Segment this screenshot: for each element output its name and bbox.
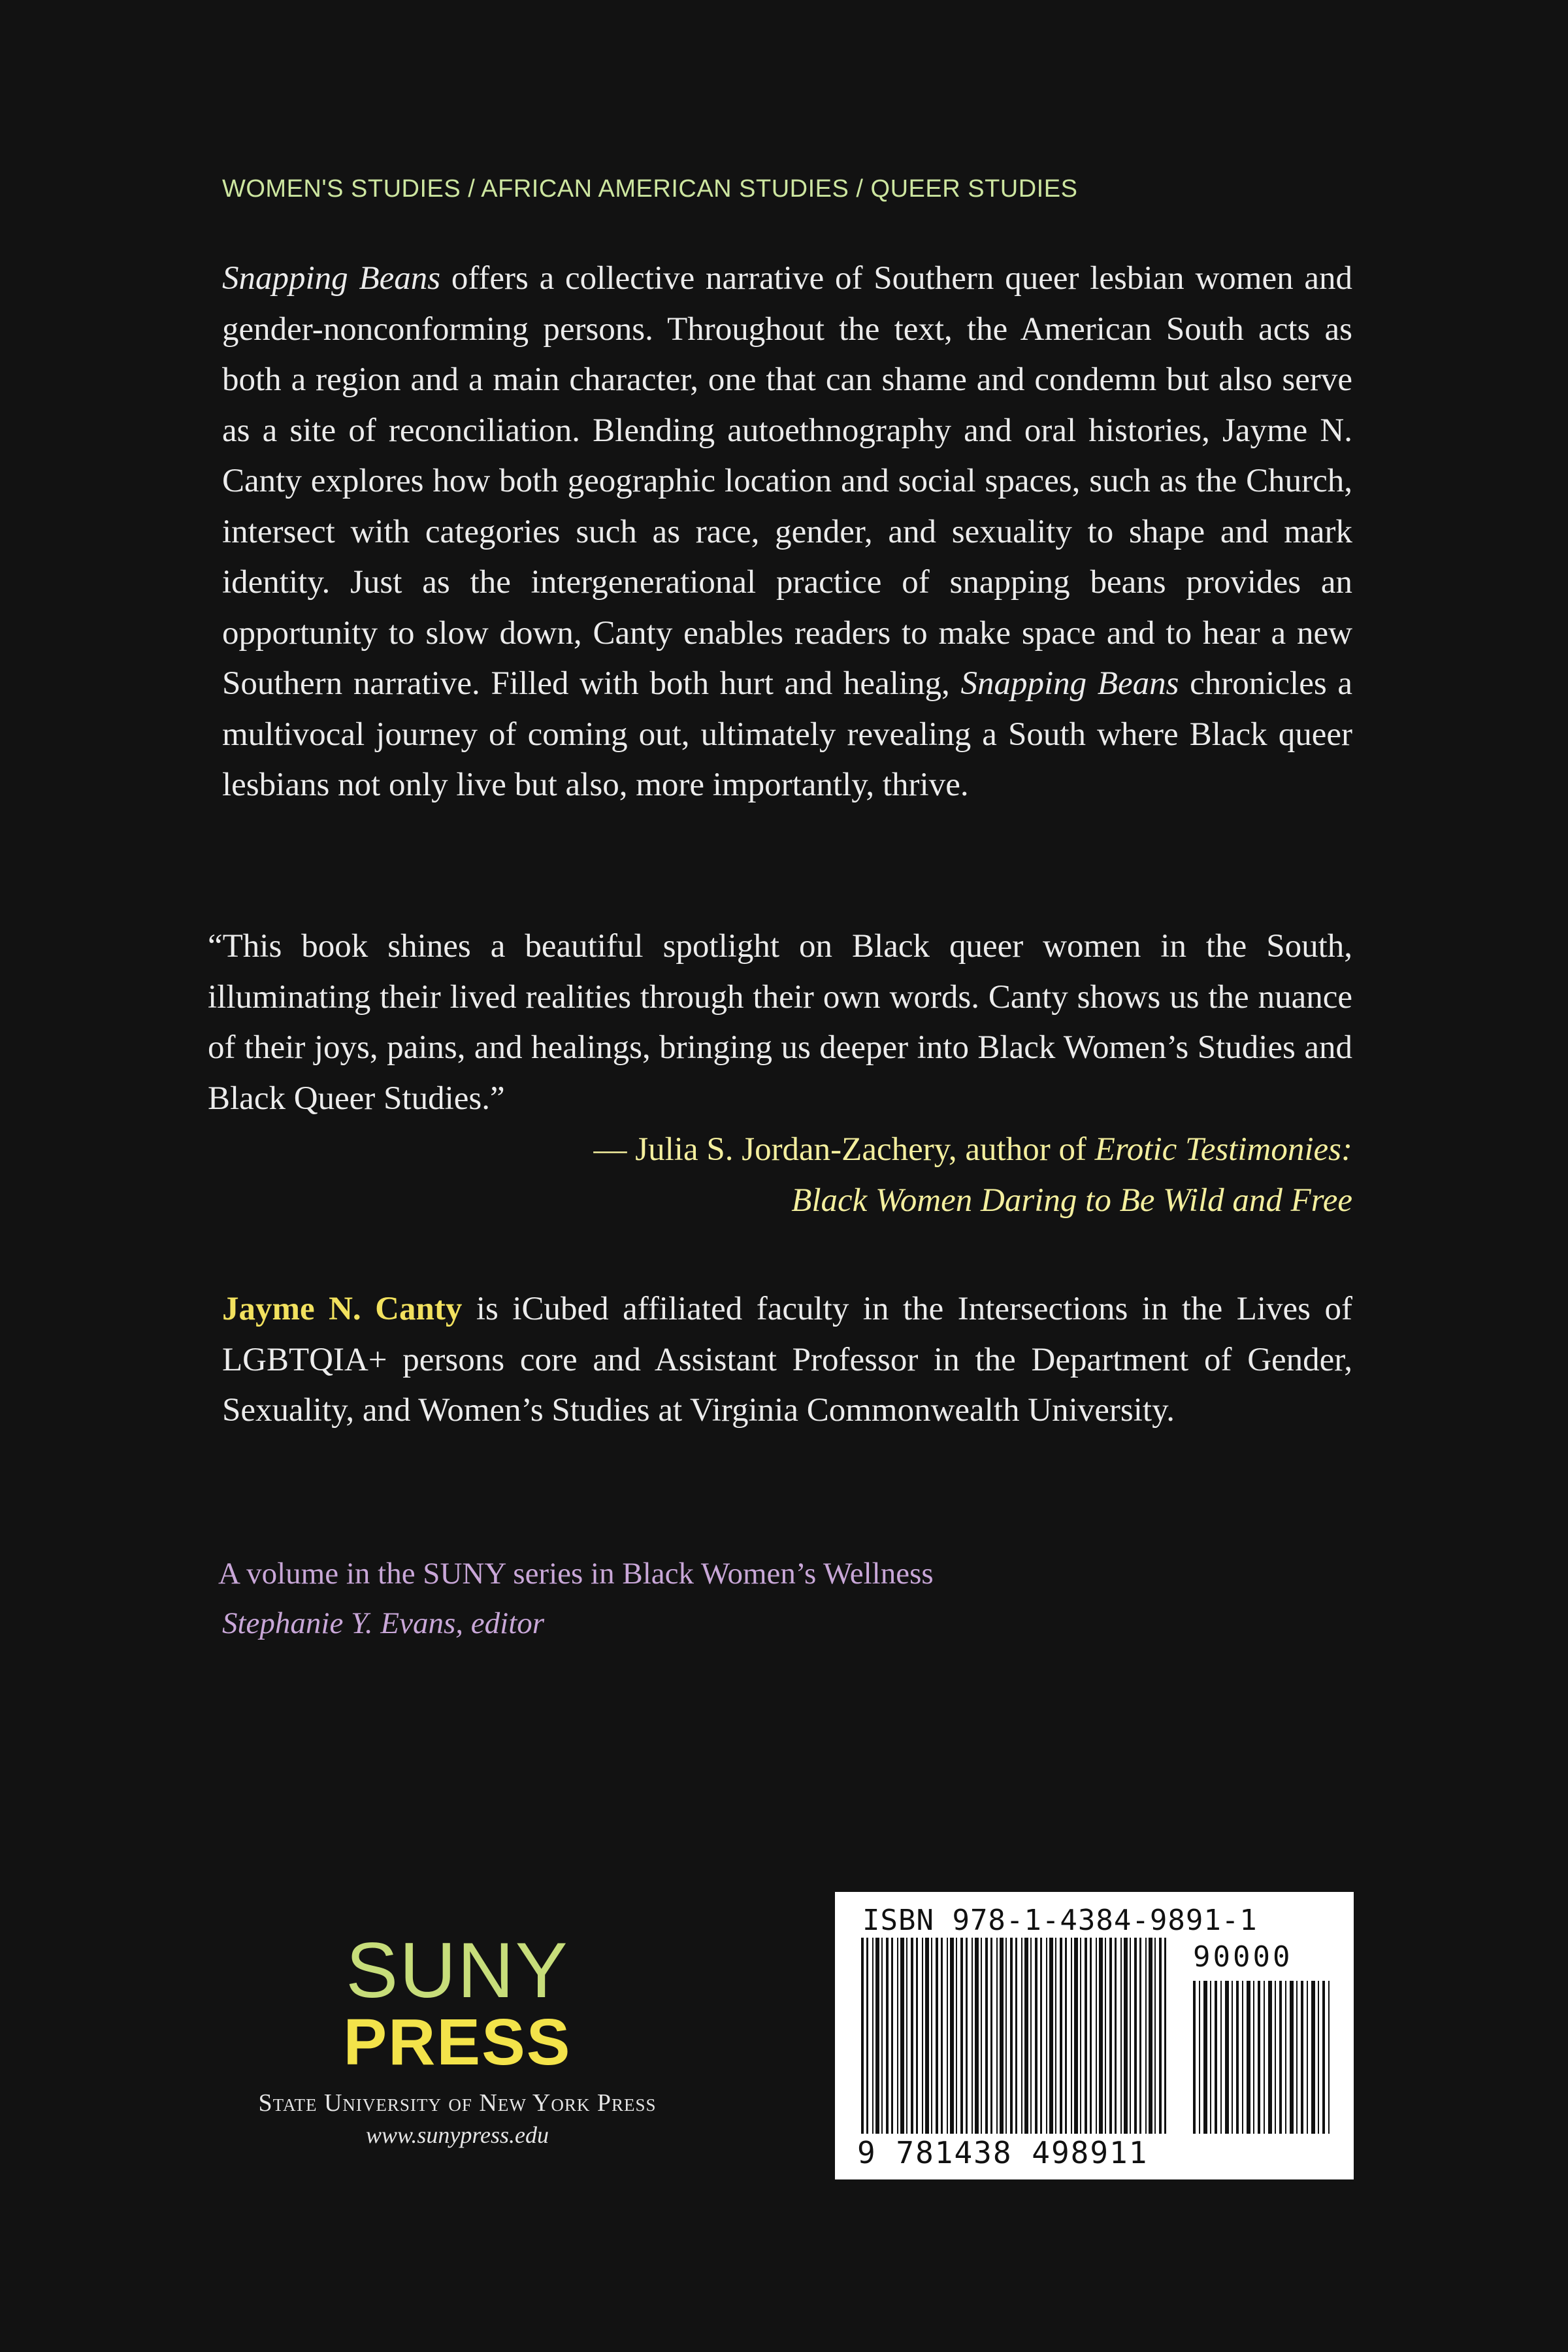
- attribution-book-line2: Black Women Daring to Be Wild and Free: [791, 1182, 1352, 1219]
- price-code: 90000: [1193, 1940, 1293, 1974]
- author-name: Jayme N. Canty: [222, 1291, 463, 1327]
- publisher-full-name: State University of New York Press: [258, 2089, 657, 2117]
- logo-suny: SUNY: [346, 1927, 569, 2014]
- description-text-2: chronicles a multivocal journey of coming out, ultimately revealing a South where Black queer lesbians not only live but also, more importantly, thrive.: [222, 665, 1353, 803]
- book-title-italic: Snapping Beans: [222, 260, 441, 297]
- series-info: [218, 1549, 1133, 1648]
- book-description: [222, 254, 1352, 811]
- isbn-barcode: [835, 1892, 1354, 2179]
- barcode-bars-addon: [1193, 1981, 1330, 2134]
- attribution-book-line1: Erotic Testimonies:: [1094, 1131, 1352, 1168]
- series-editor: Stephanie Y. Evans, editor: [222, 1606, 545, 1640]
- ean-digits: 9 781438 498911: [857, 2135, 1149, 2170]
- publisher-logo: [216, 1927, 699, 2149]
- series-line: A volume in the SUNY series in Black Women’s Wellness: [218, 1557, 934, 1591]
- endorsement-quote: “This book shines a beautiful spotlight on Black queer women in the South, illuminating their lived realities through their own words. Canty shows us the nuance of their joys, pains, and healings, bringing us deeper into Black Women’s Studies and Black Queer Studies.”: [208, 928, 1352, 1117]
- author-bio: [222, 1284, 1352, 1436]
- isbn-label: ISBN 978-1-4384-9891-1: [862, 1904, 1258, 1937]
- book-title-italic-2: Snapping Beans: [960, 665, 1179, 702]
- author-bio-text: is iCubed affiliated faculty in the Intersections in the Lives of LGBTQIA+ persons core and Assistant Professor in the Department of Gender, Sexuality, and Women’s Studies at Virginia Commonwealth University.: [222, 1291, 1352, 1429]
- endorsement-attribution: [588, 1124, 1352, 1226]
- category-label: WOMEN'S STUDIES / AFRICAN AMERICAN STUDIES / QUEER STUDIES: [222, 175, 1078, 203]
- publisher-url: www.sunypress.edu: [365, 2122, 549, 2148]
- description-text-1: offers a collective narrative of Southern queer lesbian women and gender-nonconforming persons. Throughout the text, the American South acts as both a region and a main character, one that can shame and condemn but also serve as a site of reconciliation. Blending autoethnography and oral histories, Jayme N. Canty explores how both geographic location and social spaces, such as the Church, intersect with categories such as race, gender, and sexuality to shape and mark identity. Just as the intergenerational practice of snapping beans provides an opportunity to slow down, Canty enables readers to make space and to hear a new Southern narrative. Filled with both hurt and healing,: [222, 260, 1352, 702]
- attribution-author: — Julia S. Jordan-Zachery, author of: [593, 1131, 1095, 1168]
- barcode-bars-main: [861, 1938, 1167, 2134]
- logo-press: PRESS: [343, 2006, 572, 2079]
